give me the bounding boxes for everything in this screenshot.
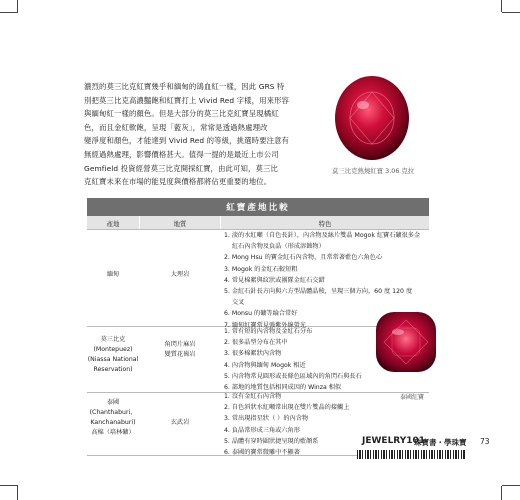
paragraph-line: 別把莫三比克高濃豔飽和紅寶打上 Vivid Red 字樣，用來形容 bbox=[84, 95, 290, 105]
feature-line: 6. 泰國的寶常微雕中不顯著 bbox=[224, 449, 300, 457]
paragraph-line: 變淨度和顏色，才能達到 Vivid Red 的等級，挑選時要注意有 bbox=[84, 136, 290, 146]
table-cell-features bbox=[224, 326, 362, 393]
crop-mark bbox=[502, 12, 520, 13]
feature-line: 7. 緬甸紅寶常見強紫外線螢光 bbox=[224, 321, 307, 329]
ruby-cushion-image bbox=[374, 310, 438, 374]
feature-line: 1. 常有短的內含物及金紅石分布 bbox=[224, 328, 313, 335]
gem-caption: 泰國紅寶 bbox=[400, 394, 425, 401]
table-cell-geology: 玄武岩 bbox=[170, 419, 190, 426]
feature-line: 3. 很多棉絮狀內含物 bbox=[224, 350, 282, 358]
feature-line: 3. Mogok 的金紅石較短粗 bbox=[224, 265, 298, 273]
table-cell-features bbox=[224, 391, 349, 458]
feature-line: 2. Mong Hsu 的寶金紅石內含物，且常常著藍色六角色心 bbox=[224, 254, 383, 262]
feature-line: 6. 部地的地質包括相同成因的 Winza 相似 bbox=[224, 384, 342, 392]
feature-line: 2. 自色斜狀水紅噸常出現在雙片雙晶的接觸上 bbox=[224, 404, 350, 412]
paragraph-line: 克紅寶未來在市場的能見度與價格都將佔更重要的地位。 bbox=[84, 177, 272, 187]
crop-mark bbox=[17, 486, 18, 500]
intro-paragraph bbox=[84, 80, 316, 189]
table-title: 紅寶產地比較 bbox=[87, 198, 429, 216]
paragraph-line: 色，而且金紅軟飽，呈現「藍灰」，常常是透過熱處理改 bbox=[84, 122, 268, 132]
paragraph-line: Gemfield 投資經營莫三比克開採紅寶，由此可知，莫三比 bbox=[84, 163, 278, 173]
paragraph-line: 與緬甸紅一樣的顏色。但是大部分的莫三比克紅寶呈現橘紅 bbox=[84, 109, 279, 119]
crop-mark bbox=[0, 12, 18, 13]
feature-line: 交叉 bbox=[232, 299, 245, 307]
crop-mark bbox=[17, 0, 18, 12]
table-cell-geology: 大理岩 bbox=[170, 271, 190, 278]
brand-logo-text: JEWELRY101 bbox=[362, 436, 426, 446]
table-cell-geology: 角閃片麻岩 變質花崗岩 bbox=[164, 341, 196, 358]
table-header-geology: 地質 bbox=[140, 216, 220, 230]
feature-line: 5. 晶體有穿時圍狀捷呈現的藍顏系 bbox=[224, 437, 319, 445]
feature-line: 4. 常見棉絮與紋狀或團隊金紅石交錯 bbox=[224, 276, 325, 284]
table-cell-origin: 泰國 (Chanthaburi、 Kanchanaburi) 高棉（培林礦） bbox=[89, 399, 137, 436]
crop-mark bbox=[501, 0, 502, 12]
page-number: 73 bbox=[480, 437, 490, 446]
gem-caption: 莫三比克熱燒紅寶 3.06 克拉 bbox=[332, 167, 415, 175]
feature-line: 4. 負晶常形成三角或六角形 bbox=[224, 426, 300, 434]
crop-mark bbox=[502, 485, 520, 486]
crop-mark bbox=[0, 485, 18, 486]
table-cell-origin: 莫三比克 (Montepuez) (Niassa National Reservation) bbox=[87, 336, 139, 373]
paragraph-line: 無經過熱處理，影響價格甚大。值得一提的是最近上市公司 bbox=[84, 149, 279, 159]
feature-line: 1. 淡的水紅噸（自色長針），內含物及絲片雙晶 Mogok 紅寶石礦很多金 bbox=[224, 232, 421, 239]
feature-line: 2. 很多晶型分布在其中 bbox=[224, 339, 288, 347]
ruby-oval-image bbox=[333, 75, 411, 161]
crop-mark bbox=[501, 486, 502, 500]
feature-line: 5. 內含物常見圓形或長條色區域內的角閃石與長石 bbox=[224, 372, 362, 380]
table-cell-origin: 緬甸 bbox=[106, 271, 120, 278]
feature-line: 3. 常出現指星狀（ ）的內含物 bbox=[224, 415, 309, 423]
feature-line: 4. 內含物與緬甸 Mogok 相近 bbox=[224, 361, 306, 369]
feature-line: 6. Monsu 的礦等綸合常好 bbox=[224, 310, 298, 318]
feature-line: 紅石內含物及負晶（形成溶蝕物） bbox=[232, 243, 325, 251]
barcode-strip bbox=[357, 450, 465, 459]
paragraph-line: 濃烈的莫三比克紅寶幾乎和緬甸的鴿血紅一樣，因此 GRS 特 bbox=[84, 82, 285, 91]
table-header-features: 特色 bbox=[221, 216, 429, 230]
table-header-origin: 產地 bbox=[87, 216, 139, 230]
brand-subtitle: 珠寶書・學珠寶 bbox=[414, 438, 467, 447]
feature-line: 1. 沒有金紅石內含物 bbox=[224, 393, 282, 400]
feature-line: 5. 金紅石針長方向與六方型晶體晶稜，呈現三個方向，60 度 120 度 bbox=[224, 288, 413, 296]
